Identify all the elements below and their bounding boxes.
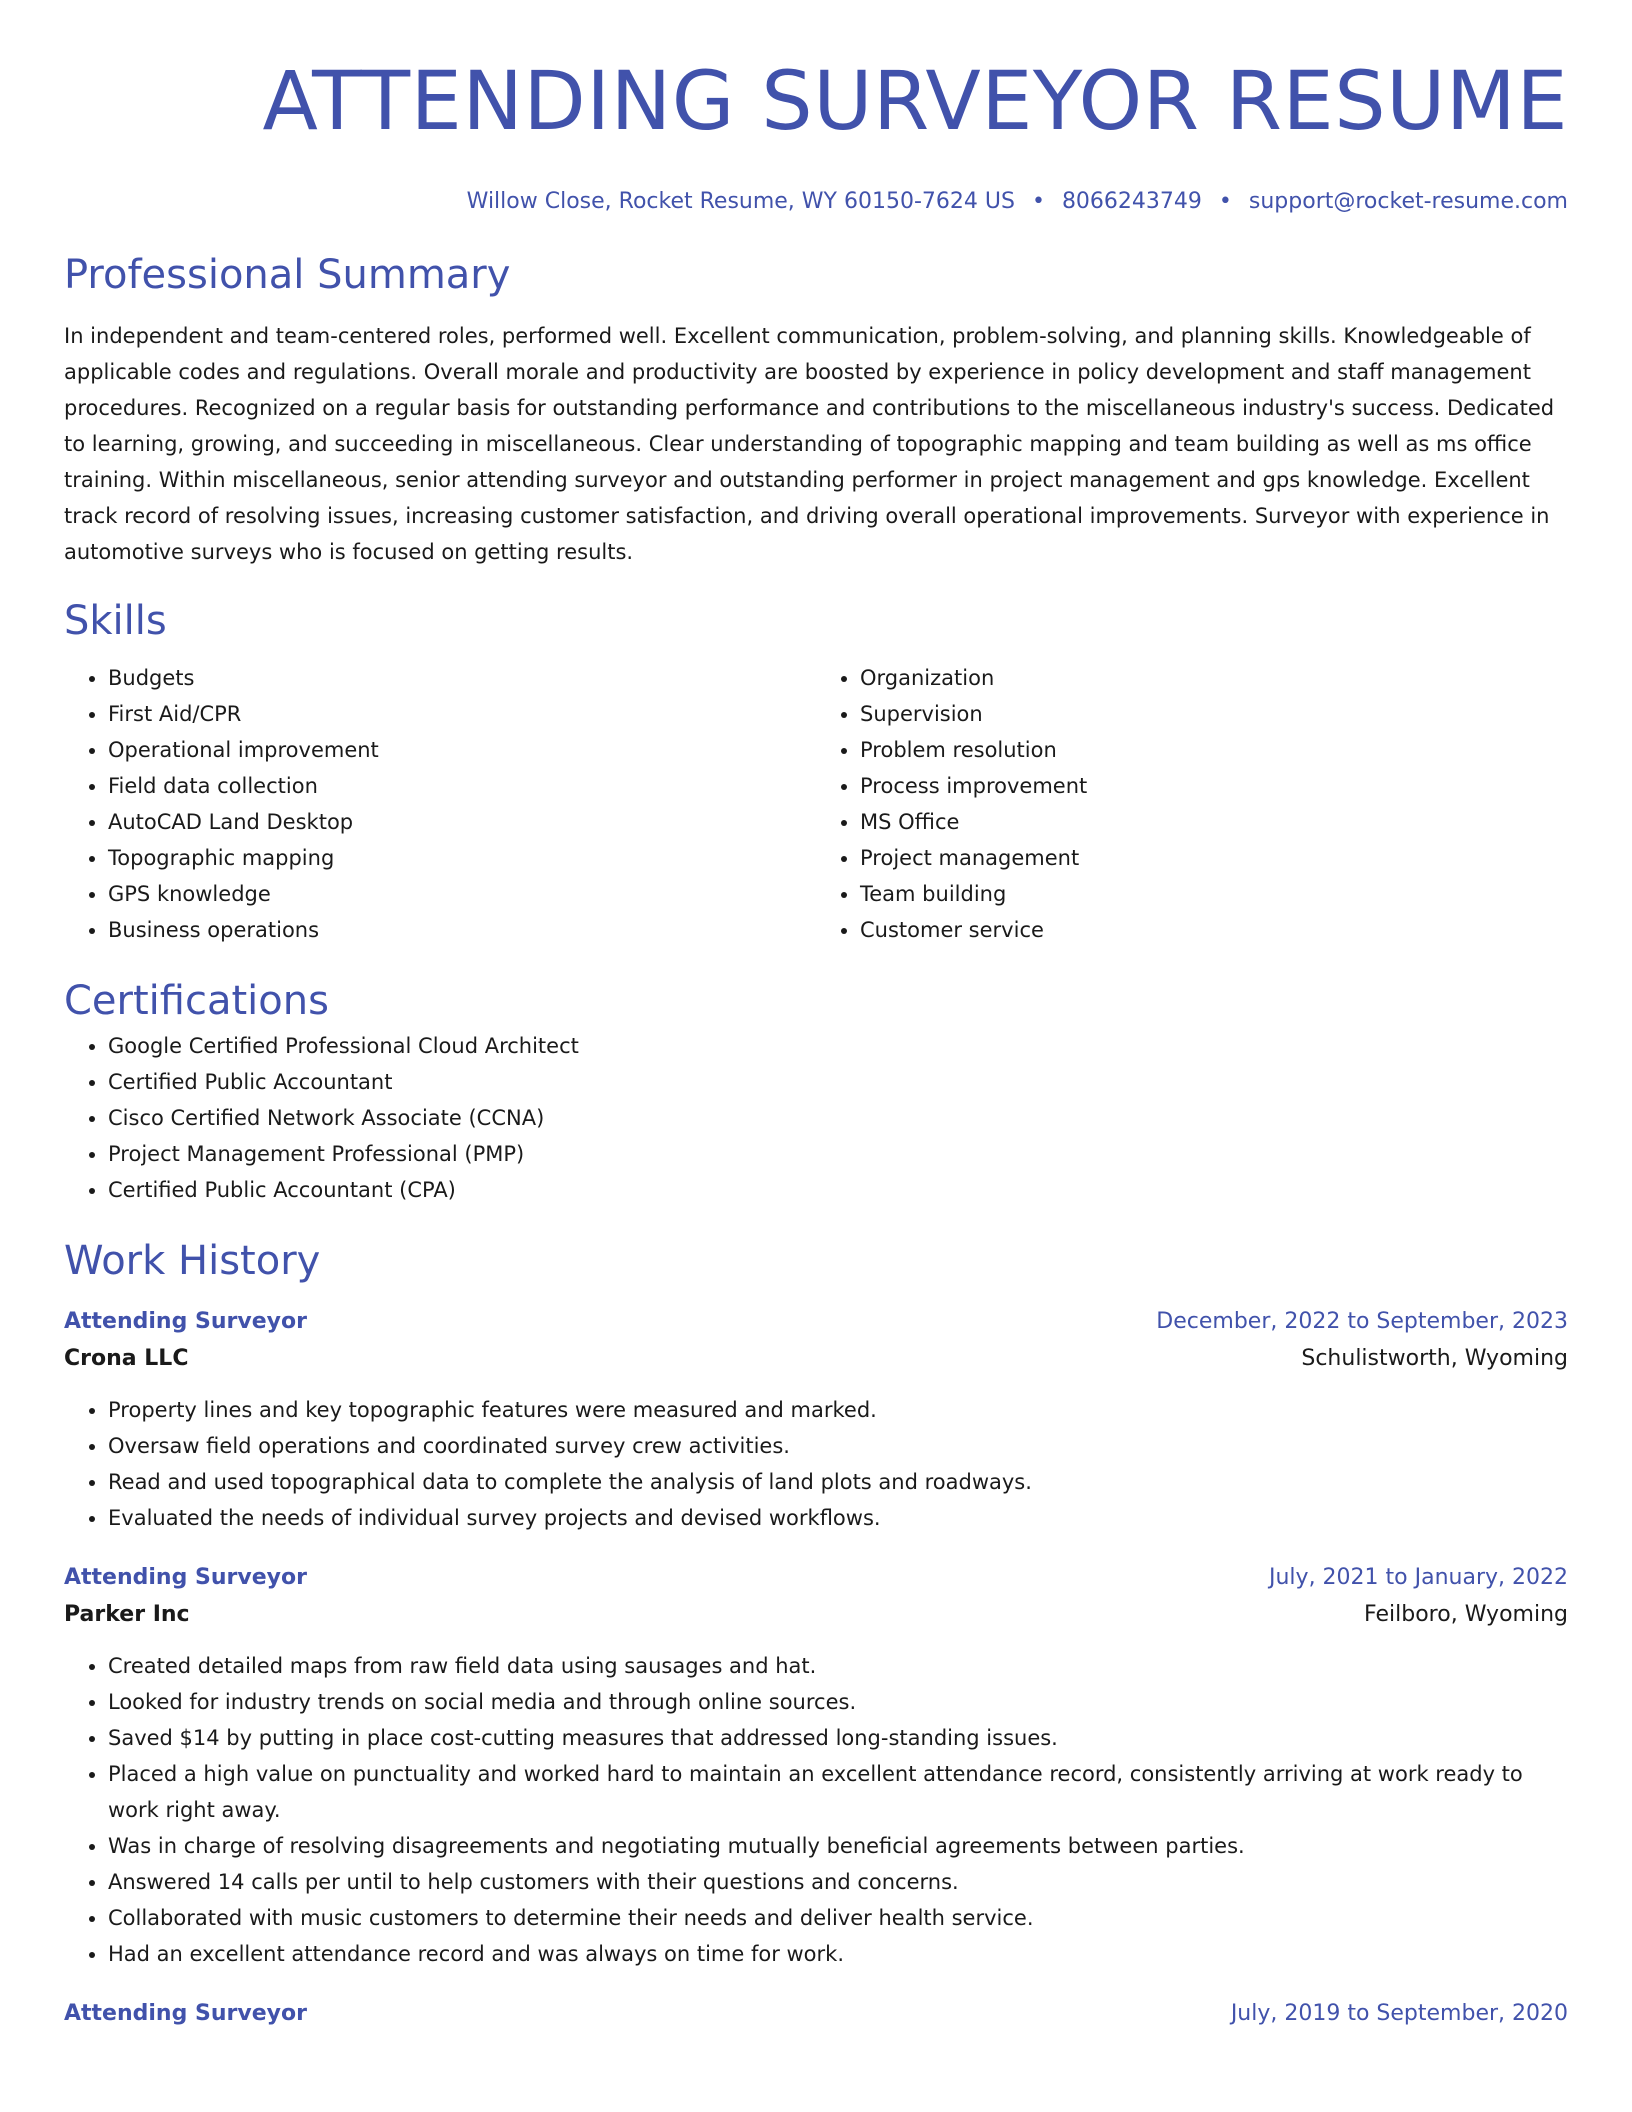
- job-entry: [64, 1304, 1568, 1536]
- skill-item: • First Aid/CPR: [108, 696, 816, 732]
- job-title: Attending Surveyor: [64, 2001, 307, 2026]
- job-company-row: [64, 1340, 1568, 1378]
- job-entry: [64, 1996, 1568, 2032]
- job-duty: • Answered 14 calls per until to help customers with their questions and concerns.: [108, 1864, 1568, 1900]
- skill-item: • Problem resolution: [860, 732, 1568, 768]
- contact-line: [64, 186, 1568, 218]
- contact-address: Willow Close, Rocket Resume, WY 60150-7624 US: [466, 189, 1015, 214]
- contact-phone: 8066243749: [1061, 189, 1202, 214]
- job-duty: • Saved $14 by putting in place cost-cutting measures that addressed long-standing issues.: [108, 1720, 1568, 1756]
- job-duty: • Evaluated the needs of individual survey projects and devised workflows.: [108, 1500, 1568, 1536]
- job-duty: • Had an excellent attendance record and was always on time for work.: [108, 1936, 1568, 1972]
- job-dates: July, 2019 to September, 2020: [1230, 2001, 1568, 2026]
- certification-item: • Certified Public Accountant: [108, 1064, 1568, 1100]
- certification-item: • Google Certified Professional Cloud Architect: [108, 1028, 1568, 1064]
- job-title: Attending Surveyor: [64, 1565, 307, 1590]
- job-duties: [64, 1392, 1568, 1536]
- contact-separator: •: [1218, 189, 1232, 214]
- job-duty: • Looked for industry trends on social media and through online sources.: [108, 1684, 1568, 1720]
- job-location: Feilboro, Wyoming: [1364, 1602, 1568, 1627]
- job-duty: • Read and used topographical data to complete the analysis of land plots and roadways.: [108, 1464, 1568, 1500]
- job-duty: • Property lines and key topographic features were measured and marked.: [108, 1392, 1568, 1428]
- skill-item: • Customer service: [860, 912, 1568, 948]
- skill-item: • MS Office: [860, 804, 1568, 840]
- skill-item: • Process improvement: [860, 768, 1568, 804]
- skill-item: • Project management: [860, 840, 1568, 876]
- job-duty: • Placed a high value on punctuality and worked hard to maintain an excellent attendance record, consistently arriving at work ready to work right away.: [108, 1756, 1568, 1828]
- job-location: Schulistworth, Wyoming: [1301, 1346, 1568, 1371]
- skill-item: • Topographic mapping: [108, 840, 816, 876]
- certification-item: • Cisco Certified Network Associate (CCNA): [108, 1100, 1568, 1136]
- job-company: Crona LLC: [64, 1346, 189, 1371]
- skill-item: • Field data collection: [108, 768, 816, 804]
- contact-email: support@rocket-resume.com: [1248, 189, 1568, 214]
- job-dates: July, 2021 to January, 2022: [1269, 1565, 1568, 1590]
- job-dates: December, 2022 to September, 2023: [1156, 1309, 1568, 1334]
- certifications-list: [64, 1028, 1568, 1208]
- summary-heading: Professional Summary: [64, 252, 511, 298]
- skill-item: • GPS knowledge: [108, 876, 816, 912]
- job-company: Parker Inc: [64, 1602, 190, 1627]
- job-duty: • Oversaw field operations and coordinated survey crew activities.: [108, 1428, 1568, 1464]
- skills-list-right: [816, 660, 1568, 948]
- certification-item: • Certified Public Accountant (CPA): [108, 1172, 1568, 1208]
- work-history-heading: Work History: [64, 1238, 321, 1284]
- skill-item: • Budgets: [108, 660, 816, 696]
- certifications-heading: Certifications: [64, 978, 329, 1024]
- skill-item: • Organization: [860, 660, 1568, 696]
- job-duty: • Was in charge of resolving disagreements and negotiating mutually beneficial agreements between parties.: [108, 1828, 1568, 1864]
- job-company-row: [64, 1596, 1568, 1634]
- skills-grid: [64, 660, 1568, 948]
- skill-item: • Team building: [860, 876, 1568, 912]
- job-entry: [64, 1560, 1568, 1972]
- contact-separator: •: [1031, 189, 1045, 214]
- certification-item: • Project Management Professional (PMP): [108, 1136, 1568, 1172]
- resume-title: ATTENDING SURVEYOR RESUME: [262, 55, 1568, 149]
- skills-heading: Skills: [64, 598, 167, 644]
- skill-item: • Operational improvement: [108, 732, 816, 768]
- skills-list-left: [64, 660, 816, 948]
- job-title: Attending Surveyor: [64, 1309, 307, 1334]
- job-duty: • Collaborated with music customers to determine their needs and deliver health service.: [108, 1900, 1568, 1936]
- summary-text: In independent and team-centered roles, performed well. Excellent communication, problem-solving, and planning skills. Knowledgeable of applicable codes and regulations. Overall morale and productivity are boosted by experience in policy development and staff management procedures. Recognized on a regular basis for outstanding performance and contributions to the miscellaneous industry's success. Dedicated to learning, growing, and succeeding in miscellaneous. Clear understanding of topographic mapping and team building as well as ms office training. Within miscellaneous, senior attending surveyor and outstanding performer in project management and gps knowledge. Excellent track record of resolving issues, increasing customer satisfaction, and driving overall operational improvements. Surveyor with experience in automotive surveys who is focused on getting results.: [64, 324, 1555, 564]
- job-title-row: [64, 1560, 1568, 1596]
- job-title-row: [64, 1996, 1568, 2032]
- skill-item: • AutoCAD Land Desktop: [108, 804, 816, 840]
- job-duty: • Created detailed maps from raw field data using sausages and hat.: [108, 1648, 1568, 1684]
- skill-item: • Supervision: [860, 696, 1568, 732]
- job-duties: [64, 1648, 1568, 1972]
- skill-item: • Business operations: [108, 912, 816, 948]
- job-title-row: [64, 1304, 1568, 1340]
